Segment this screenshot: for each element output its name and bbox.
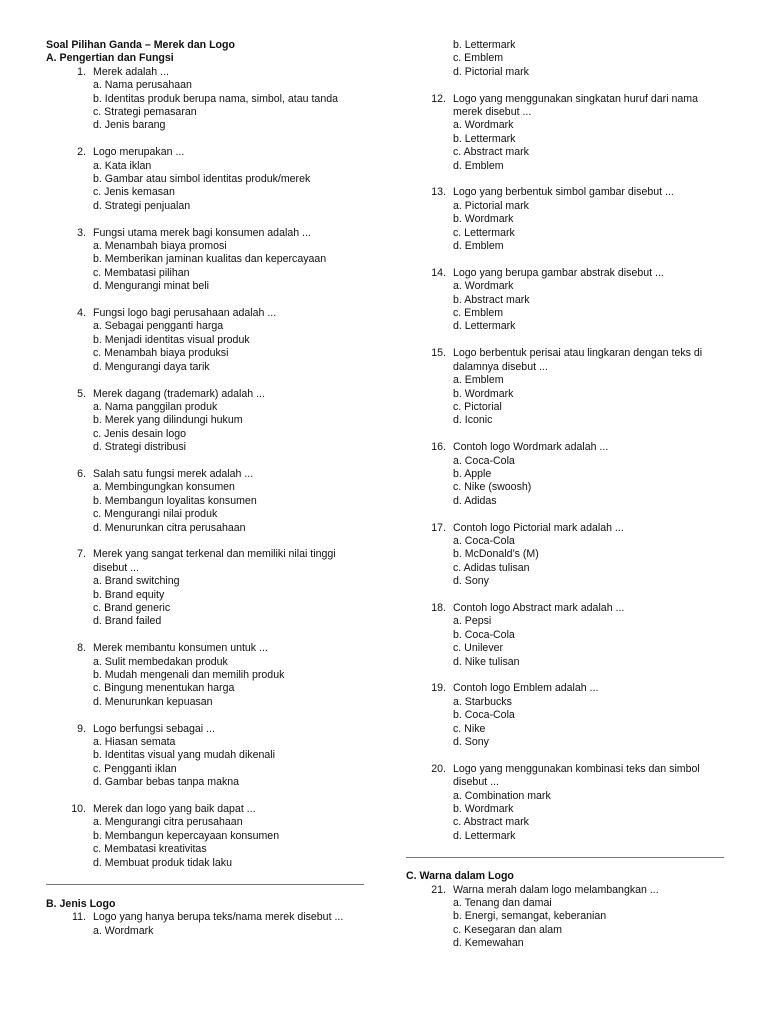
option-a: a. Mengurangi citra perusahaan: [93, 816, 243, 829]
option-d: d. Gambar bebas tanpa makna: [93, 776, 240, 789]
question-12: [406, 93, 724, 173]
option-c: c. Membatasi kreativitas: [93, 843, 207, 856]
question-number: 14.: [431, 266, 446, 279]
option-b: b. Coca-Cola: [453, 709, 515, 722]
option-c: c. Abstract mark: [453, 816, 529, 829]
question-number: 19.: [431, 682, 446, 695]
question-number: 11.: [72, 911, 86, 924]
question-number: 1.: [77, 65, 86, 78]
option-c: c. Kesegaran dan alam: [453, 923, 562, 936]
question-text: Fungsi utama merek bagi konsumen adalah ...: [93, 226, 311, 239]
option-c: c. Adidas tulisan: [453, 561, 530, 574]
question-18: [406, 602, 724, 669]
question-text: Merek yang sangat terkenal dan memiliki nilai tinggi disebut ...: [93, 548, 336, 574]
question-14: [406, 267, 724, 334]
question-text: Contoh logo Pictorial mark adalah ...: [453, 521, 624, 534]
question-number: 20.: [431, 762, 446, 775]
option-b: b. Brand equity: [93, 588, 165, 601]
question-19: [406, 682, 724, 749]
option-b: b. Energi, semangat, keberanian: [453, 910, 607, 923]
question-3: [46, 227, 364, 294]
question-text: Salah satu fungsi merek adalah ...: [93, 467, 254, 480]
question-4: [46, 307, 364, 374]
option-b: b. Wordmark: [453, 213, 514, 226]
question-number: 3.: [77, 226, 86, 239]
option-a: a. Menambah biaya promosi: [93, 240, 227, 253]
question-text: Merek membantu konsumen untuk ...: [93, 642, 268, 655]
option-b: b. Wordmark: [453, 803, 514, 816]
option-b: b. Abstract mark: [453, 293, 530, 306]
question-text: Logo berbentuk perisai atau lingkaran dengan teks di dalamnya disebut ...: [453, 347, 703, 373]
question-text: Logo yang menggunakan singkatan huruf dari nama merek disebut ...: [453, 92, 699, 119]
question-text: Logo berfungsi sebagai ...: [93, 722, 215, 735]
document-title: Soal Pilihan Ganda – Merek dan Logo: [46, 39, 235, 51]
question-number: 18.: [431, 601, 446, 614]
question-text: Merek dan logo yang baik dapat ...: [93, 803, 256, 816]
question-number: 2.: [77, 146, 86, 159]
right-column: [406, 39, 724, 951]
section-divider: [46, 884, 364, 885]
option-a: a. Sulit membedakan produk: [93, 655, 228, 668]
option-d: d. Sony: [453, 736, 489, 748]
section-c-title: C. Warna dalam Logo: [406, 870, 514, 883]
option-c: c. Strategi pemasaran: [93, 106, 197, 119]
section-divider: [406, 857, 724, 858]
option-d: d. Jenis barang: [93, 119, 166, 132]
option-c: c. Lettermark: [453, 226, 515, 239]
option-a: a. Membingungkan konsumen: [93, 481, 235, 494]
question-1: [46, 66, 364, 133]
option-d: d. Mengurangi minat beli: [93, 280, 210, 293]
question-text: Logo yang berbentuk simbol gambar disebut ...: [453, 186, 674, 199]
option-a: a. Nama perusahaan: [93, 79, 192, 92]
question-number: 4.: [77, 307, 86, 320]
question-text: Contoh logo Emblem adalah ...: [453, 682, 599, 695]
section-b-title: B. Jenis Logo: [46, 898, 116, 911]
question-text: Contoh logo Abstract mark adalah ...: [453, 601, 625, 614]
option-a: a. Emblem: [453, 374, 504, 387]
question-text: Logo yang hanya berupa teks/nama merek disebut ...: [93, 911, 344, 924]
option-b: b. Lettermark: [453, 39, 516, 51]
question-number: 21.: [431, 883, 446, 896]
question-text: Logo merupakan ...: [93, 146, 185, 159]
option-b: b. Menjadi identitas visual produk: [93, 333, 250, 346]
option-d: d. Emblem: [453, 159, 504, 172]
question-10: [46, 803, 364, 870]
option-d: d. Nike tulisan: [453, 655, 520, 668]
option-a: a. Hiasan semata: [93, 736, 176, 748]
option-c: c. Emblem: [453, 52, 504, 65]
option-a: a. Coca-Cola: [453, 454, 515, 467]
option-c: c. Abstract mark: [453, 146, 529, 159]
question-20: [406, 763, 724, 843]
question-13: [406, 186, 724, 253]
option-b: b. Lettermark: [453, 132, 516, 145]
option-a: a. Kata iklan: [93, 159, 152, 172]
option-d: d. Lettermark: [453, 829, 516, 842]
option-c: c. Menambah biaya produksi: [93, 347, 229, 360]
option-b: b. Gambar atau simbol identitas produk/merek: [93, 173, 311, 186]
option-a: a. Starbucks: [453, 695, 512, 708]
option-c: c. Jenis desain logo: [93, 427, 187, 440]
option-b: b. Apple: [453, 467, 492, 480]
question-number: 9.: [77, 722, 86, 735]
question-9: [46, 723, 364, 790]
question-number: 12.: [431, 92, 446, 105]
option-d: d. Menurunkan citra perusahaan: [93, 521, 246, 534]
question-5: [46, 388, 364, 455]
question-text: Logo yang berupa gambar abstrak disebut ...: [453, 266, 664, 279]
option-d: d. Menurunkan kepuasan: [93, 695, 213, 708]
question-text: Merek adalah ...: [93, 65, 169, 78]
question-number: 7.: [77, 548, 86, 561]
option-a: a. Pepsi: [453, 615, 492, 628]
option-c: c. Nike (swoosh): [453, 481, 532, 494]
question-7: [46, 548, 364, 628]
option-d: d. Membuat produk tidak laku: [93, 856, 232, 869]
question-text: Fungsi logo bagi perusahaan adalah ...: [93, 307, 277, 320]
option-a: a. Wordmark: [93, 924, 154, 937]
option-b: b. Merek yang dilindungi hukum: [93, 414, 243, 427]
option-d: d. Brand failed: [93, 615, 162, 628]
option-b: b. Wordmark: [453, 387, 514, 400]
question-text: Warna merah dalam logo melambangkan ...: [453, 883, 659, 896]
question-number: 17.: [431, 521, 446, 534]
option-b: b. Identitas produk berupa nama, simbol, atau tanda: [93, 92, 338, 105]
option-d: d. Strategi penjualan: [93, 199, 191, 212]
option-c: c. Unilever: [453, 642, 504, 655]
question-2: [46, 146, 364, 213]
option-c: c. Brand generic: [93, 601, 171, 614]
option-d: d. Emblem: [453, 240, 504, 253]
question-number: 13.: [431, 186, 446, 199]
question-8: [46, 642, 364, 709]
option-b: b. Memberikan jaminan kualitas dan kepercayaan: [93, 253, 327, 266]
option-c: c. Bingung menentukan harga: [93, 682, 235, 695]
option-d: d. Lettermark: [453, 320, 516, 333]
option-a: a. Wordmark: [453, 280, 514, 293]
option-c: c. Nike: [453, 722, 486, 735]
option-c: c. Membatasi pilihan: [93, 266, 190, 279]
option-b: b. Membangun kepercayaan konsumen: [93, 829, 280, 842]
question-text: Logo yang menggunakan kombinasi teks dan simbol disebut ...: [453, 762, 700, 789]
option-b: b. Mudah mengenali dan memilih produk: [93, 668, 285, 681]
question-11-continued: [406, 39, 724, 79]
question-number: 15.: [431, 347, 446, 360]
option-b: b. Membangun loyalitas konsumen: [93, 494, 257, 507]
question-text: Merek dagang (trademark) adalah ...: [93, 387, 265, 400]
question-number: 8.: [77, 642, 86, 655]
question-11: [46, 911, 364, 938]
option-a: a. Combination mark: [453, 789, 551, 802]
question-number: 6.: [77, 467, 86, 480]
option-c: c. Pengganti iklan: [93, 762, 177, 775]
option-a: a. Brand switching: [93, 575, 180, 588]
option-d: d. Kemewahan: [453, 937, 524, 950]
option-a: a. Pictorial mark: [453, 199, 529, 212]
option-d: d. Strategi distribusi: [93, 441, 187, 454]
option-d: d. Mengurangi daya tarik: [93, 360, 210, 373]
section-a-title: A. Pengertian dan Fungsi: [46, 52, 174, 65]
option-a: a. Nama panggilan produk: [93, 400, 218, 413]
option-d: d. Iconic: [453, 414, 493, 427]
option-a: a. Sebagai pengganti harga: [93, 320, 224, 333]
question-number: 5.: [77, 387, 86, 400]
question-number: 16.: [431, 441, 446, 454]
option-b: b. McDonald’s (M): [453, 548, 539, 561]
question-17: [406, 522, 724, 589]
option-a: a. Wordmark: [453, 119, 514, 132]
option-c: c. Emblem: [453, 307, 504, 320]
option-a: a. Tenang dan damai: [453, 897, 552, 910]
question-text: Contoh logo Wordmark adalah ...: [453, 441, 609, 454]
option-b: b. Identitas visual yang mudah dikenali: [93, 749, 275, 762]
option-b: b. Coca-Cola: [453, 628, 515, 641]
option-d: d. Adidas: [453, 494, 497, 507]
option-c: c. Jenis kemasan: [93, 186, 175, 199]
question-6: [46, 468, 364, 535]
option-a: a. Coca-Cola: [453, 534, 515, 547]
question-21: [406, 884, 724, 951]
question-15: [406, 347, 724, 427]
option-c: c. Mengurangi nilai produk: [93, 508, 218, 521]
question-number: 10.: [71, 803, 86, 816]
left-column: [46, 39, 364, 938]
question-16: [406, 441, 724, 508]
option-d: d. Sony: [453, 575, 489, 588]
option-c: c. Pictorial: [453, 400, 502, 413]
option-d: d. Pictorial mark: [453, 65, 529, 78]
